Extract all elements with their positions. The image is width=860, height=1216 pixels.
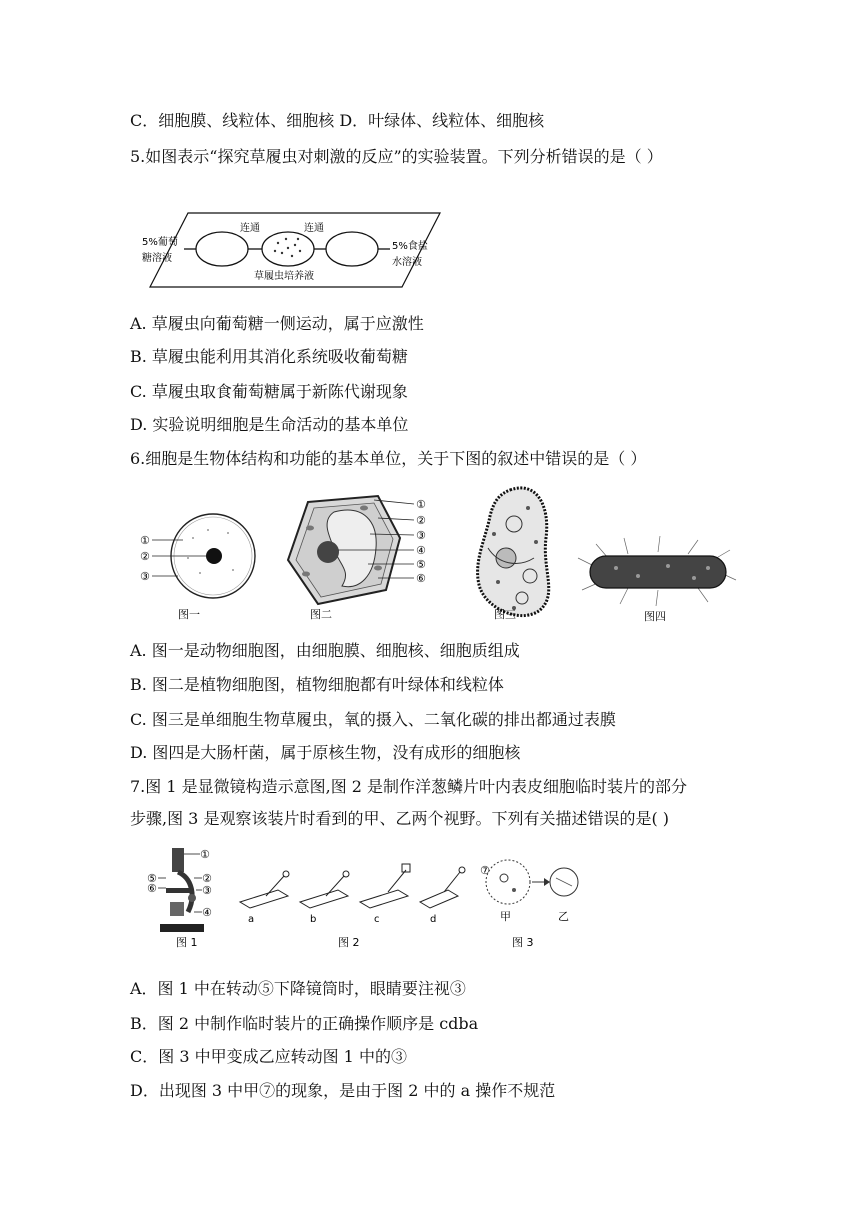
q6-fig1-animal-cell <box>140 514 255 621</box>
q5-option-d: D. 实验说明细胞是生命活动的基本单位 <box>130 415 409 434</box>
q6-option-b: B. 图二是植物细胞图，植物细胞都有叶绿体和线粒体 <box>130 675 504 694</box>
q7-fig1-marker-1: ① <box>200 848 210 861</box>
q6-fig3-paramecium <box>478 488 549 621</box>
q5-left-label-2: 糖溶液 <box>142 253 172 264</box>
q6-fig1-caption: 图一 <box>178 608 200 621</box>
q7-fig2-step-c: c <box>374 914 380 925</box>
q7-fig3-marker-7: ⑦ <box>480 864 490 877</box>
q6-figure <box>138 478 738 628</box>
q7-stem-line-1: 7.图 1 是显微镜构造示意图,图 2 是制作洋葱鳞片叶内表皮细胞临时装片的部分 <box>130 777 688 796</box>
q7-fig2-steps <box>240 864 465 908</box>
q4-option-cd: C．细胞膜、线粒体、细胞核 D．叶绿体、线粒体、细胞核 <box>130 111 545 130</box>
q7-option-c: C．图 3 中甲变成乙应转动图 1 中的③ <box>130 1047 407 1066</box>
q5-option-c: C. 草履虫取食葡萄糖属于新陈代谢现象 <box>130 382 408 401</box>
q6-stem: 6.细胞是生物体结构和功能的基本单位，关于下图的叙述中错误的是（ ） <box>130 449 647 468</box>
q5-right-label-2: 水溶液 <box>392 257 422 268</box>
q5-left-label-1: 5%葡萄 <box>142 237 178 248</box>
q7-fig1-marker-2: ② <box>202 872 212 885</box>
q7-fig2-caption: 图 2 <box>338 936 360 949</box>
q7-fig1-caption: 图 1 <box>176 936 198 949</box>
q7-fig1-marker-6: ⑥ <box>147 882 157 895</box>
q7-fig1-marker-5: ⑤ <box>147 872 157 885</box>
q5-figure <box>140 205 450 295</box>
q6-option-d: D. 图四是大肠杆菌，属于原核生物，没有成形的细胞核 <box>130 743 521 762</box>
q5-option-a: A. 草履虫向葡萄糖一侧运动，属于应激性 <box>130 314 424 333</box>
q6-fig1-marker-2: ② <box>140 550 150 563</box>
q7-figure <box>148 842 578 952</box>
q6-fig4-e-coli <box>578 536 736 623</box>
q6-fig1-marker-3: ③ <box>140 570 150 583</box>
q6-fig2-marker-6: ⑥ <box>416 572 426 585</box>
q6-fig2-marker-2: ② <box>416 514 426 527</box>
q6-fig2-marker-3: ③ <box>416 529 426 542</box>
q6-fig3-caption: 图三 <box>494 608 516 621</box>
q5-top-label-2: 连通 <box>304 223 324 234</box>
q7-fig1-marker-4: ④ <box>202 906 212 919</box>
q7-fig2-step-d: d <box>430 914 437 925</box>
q7-option-d: D．出现图 3 中甲⑦的现象，是由于图 2 中的 a 操作不规范 <box>130 1081 556 1100</box>
q6-fig2-plant-cell <box>288 496 426 621</box>
q7-stem-line-2: 步骤,图 3 是观察该装片时看到的甲、乙两个视野。下列有关描述错误的是( ) <box>130 809 670 828</box>
q5-right-label-1: 5%食盐 <box>392 241 428 252</box>
q7-option-b: B．图 2 中制作临时装片的正确操作顺序是 cdba <box>130 1014 479 1033</box>
q7-fig1-microscope <box>147 848 212 949</box>
q6-fig2-marker-5: ⑤ <box>416 558 426 571</box>
q7-fig2-step-a: a <box>248 914 255 925</box>
q5-bottom-label: 草履虫培养液 <box>254 271 314 282</box>
q7-fig1-marker-3: ③ <box>202 884 212 897</box>
q7-fig3-caption: 图 3 <box>512 936 534 949</box>
q7-fig2-step-b: b <box>310 914 317 925</box>
q6-option-c: C. 图三是单细胞生物草履虫，氧的摄入、二氧化碳的排出都通过表膜 <box>130 710 616 729</box>
q5-stem: 5.如图表示“探究草履虫对刺激的反应”的实验装置。下列分析错误的是（ ） <box>130 147 663 166</box>
q7-option-a: A．图 1 中在转动⑤下降镜筒时，眼睛要注视③ <box>130 979 466 998</box>
q6-fig4-caption: 图四 <box>644 610 666 623</box>
q6-fig1-marker-1: ① <box>140 534 150 547</box>
q5-top-label-1: 连通 <box>240 223 260 234</box>
q7-fig3-jia: 甲 <box>500 910 511 923</box>
q5-option-b: B. 草履虫能利用其消化系统吸收葡萄糖 <box>130 347 408 366</box>
q6-option-a: A. 图一是动物细胞图，由细胞膜、细胞核、细胞质组成 <box>130 641 520 660</box>
q7-fig3-fields <box>486 860 578 904</box>
q6-fig2-marker-1: ① <box>416 498 426 511</box>
q6-fig2-marker-4: ④ <box>416 544 426 557</box>
q6-fig2-caption: 图二 <box>310 608 332 621</box>
q7-fig3-yi: 乙 <box>558 910 569 923</box>
